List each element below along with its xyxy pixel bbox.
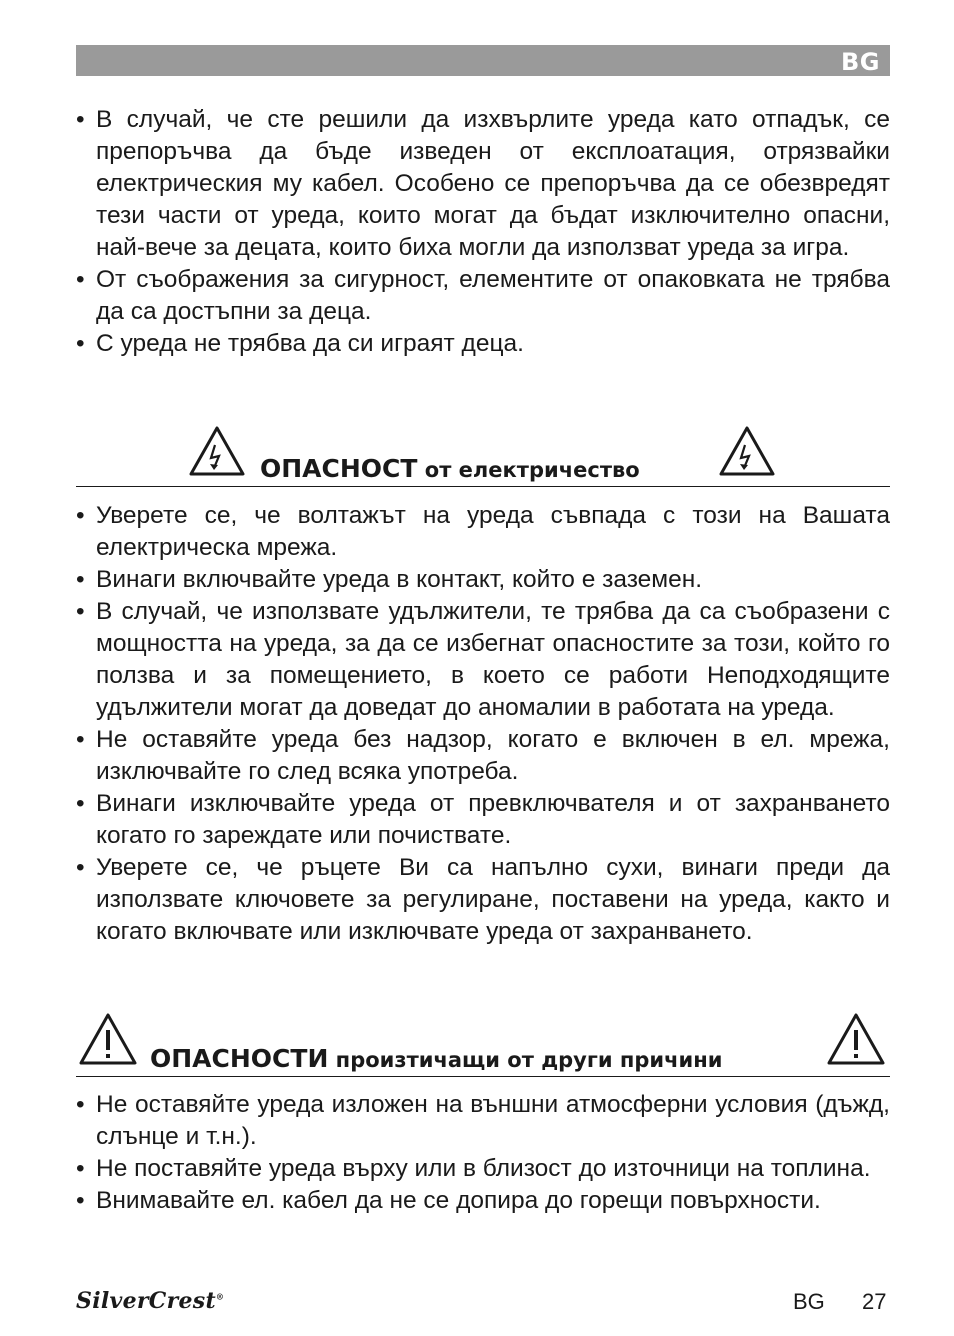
electric-hazard-heading xyxy=(260,454,640,483)
other-hazards-list xyxy=(76,1089,890,1217)
list-item: • С уреда не трябва да си играят деца. xyxy=(76,328,890,360)
brand-logo: SilverCrest® xyxy=(76,1288,225,1314)
brand-name: SilverCrest xyxy=(76,1288,216,1314)
high-voltage-warning-icon xyxy=(188,425,246,477)
footer-language: BG xyxy=(793,1289,825,1314)
heading-rest: от електричество xyxy=(417,458,640,482)
list-item: • Не поставяйте уреда върху или в близост до източници на топлина. xyxy=(76,1153,890,1185)
list-item: • Винаги включвайте уреда в контакт, който е заземен. xyxy=(76,564,890,596)
language-tag: BG xyxy=(841,48,880,76)
heading-strong: ОПАСНОСТИ xyxy=(150,1044,329,1073)
list-item: • Уверете се, че волтажът на уреда съвпада с този на Вашата електрическа мрежа. xyxy=(76,500,890,564)
high-voltage-warning-icon xyxy=(718,425,776,477)
page-number: 27 xyxy=(862,1289,887,1314)
list-item: • Уверете се, че ръцете Ви са напълно сухи, винаги преди да използвате ключовете за регулиране, поставени на уреда, както и когато включвате или изключвате уреда от захранването. xyxy=(76,852,890,948)
list-item: • В случай, че използвате удължители, те трябва да са съобразени с мощността на уреда, за да се избегнат опасностите за този, който го ползва и за помещението, в което се работи Неподходящите удължители могат да доведат до аномалии в работата на уреда. xyxy=(76,596,890,724)
exclamation-warning-icon xyxy=(826,1012,886,1066)
electric-hazard-heading-rule xyxy=(76,486,890,487)
list-item: • Не оставяйте уреда без надзор, когато е включен в ел. мрежа, изключвайте го след всяка употреба. xyxy=(76,724,890,788)
general-safety-list xyxy=(76,104,890,360)
header-bar xyxy=(76,45,890,76)
heading-strong: ОПАСНОСТ xyxy=(260,454,418,483)
list-item: • От съображения за сигурност, елементите от опаковката не трябва да са достъпни за деца. xyxy=(76,264,890,328)
list-item: • Внимавайте ел. кабел да не се допира до горещи повърхности. xyxy=(76,1185,890,1217)
list-item: • В случай, че сте решили да изхвърлите уреда като отпадък, се препоръчва да бъде изведен от експлоатация, отрязвайки електрическия му кабел. Особено се препоръчва да се обезвредят тези части от уреда, които могат да бъдат изключително опасни, най-вече за децата, които биха могли да използват уреда за игра. xyxy=(76,104,890,264)
heading-rest: произтичащи от други причини xyxy=(328,1048,723,1072)
other-hazards-heading-rule xyxy=(76,1076,890,1077)
exclamation-warning-icon xyxy=(78,1012,138,1066)
other-hazards-heading xyxy=(150,1044,722,1073)
list-item: • Не оставяйте уреда изложен на външни атмосферни условия (дъжд, слънце и т.н.). xyxy=(76,1089,890,1153)
electric-hazard-list xyxy=(76,500,890,948)
list-item: • Винаги изключвайте уреда от превключвателя и от захранването когато го зареждате или почиствате. xyxy=(76,788,890,852)
